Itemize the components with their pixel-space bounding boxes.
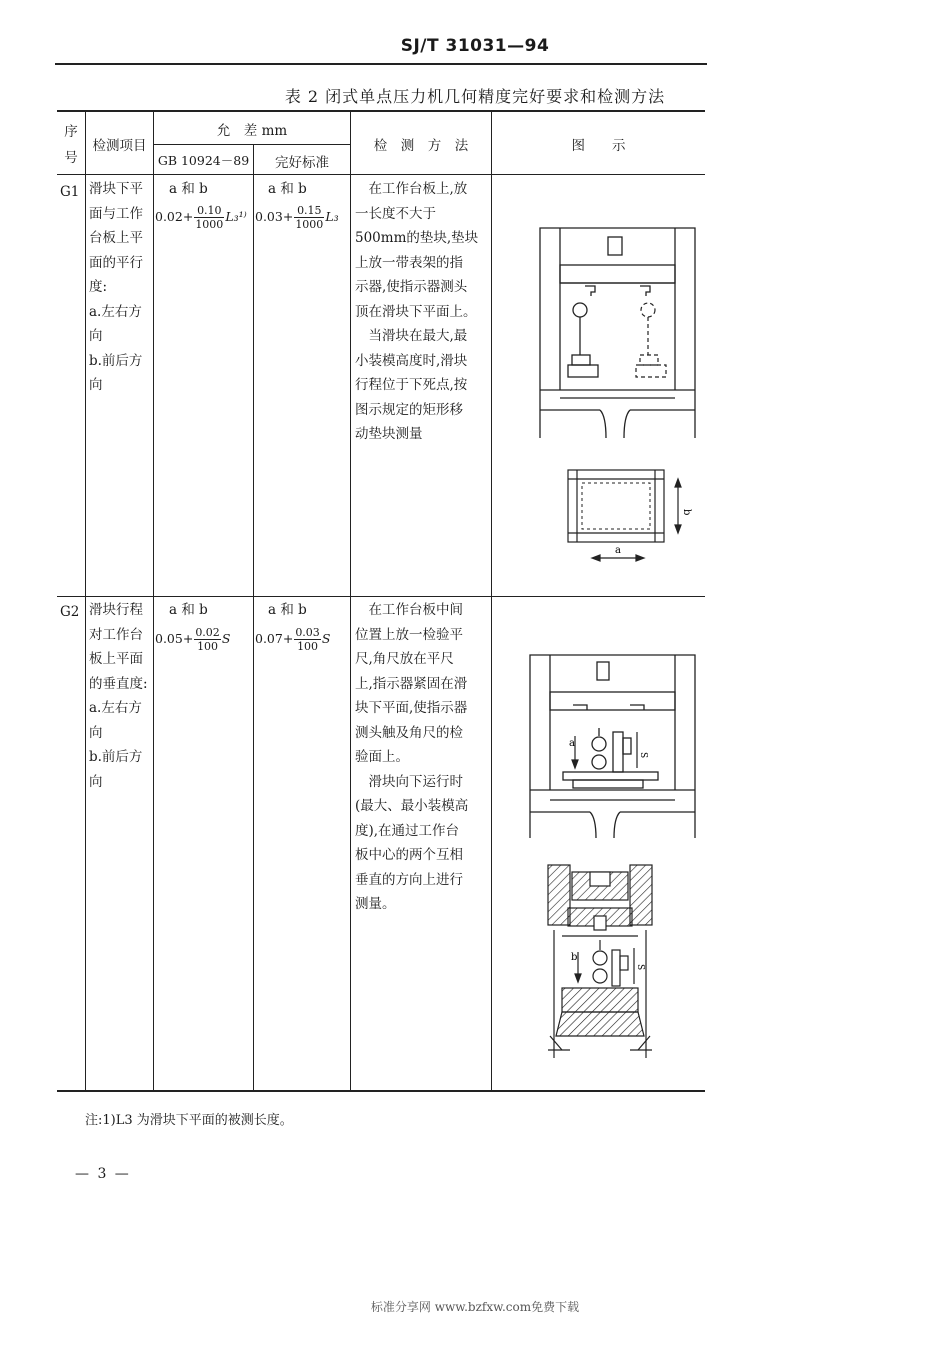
row-g1-std-label: a 和 b [268,181,307,197]
header-standard: 完好标准 [275,155,329,171]
row-g2-gb-label: a 和 b [169,602,208,618]
method-line: 尺,角尺放在平尺 [355,651,454,667]
item-line: 板上平面 [89,651,143,667]
formula-variable: L₃¹⁾ [225,209,247,224]
formula-constant: 0.03+ [255,209,294,224]
method-line: 当滑块在最大,最 [355,328,468,344]
g2-bottom-label-b: b [571,952,578,963]
item-line: 向 [89,724,103,741]
row-g1-item [89,177,151,398]
row-g1-method [355,177,487,447]
row-g2-item [89,598,151,794]
fraction-denominator: 1000 [195,218,224,231]
item-line: 向 [89,773,103,790]
row-g2-std-formula [255,626,330,653]
formula-constant: 0.02+ [155,209,194,224]
item-line: a.左右方 [89,700,142,716]
item-line: a.左右方 [89,303,142,320]
method-line: 小装模高度时,滑块 [355,352,468,369]
method-line: 测量。 [355,896,396,912]
g2-bottom-label-s: S [635,964,645,971]
header-figure: 图 示 [571,138,626,154]
item-line: 滑块下平 [89,181,143,197]
method-line: 垂直的方向上进行 [355,871,463,888]
formula-fraction [194,626,221,653]
method-line: 动垫块测量 [355,426,423,442]
item-line: 台板上平 [89,230,143,246]
header-gb: GB 10924－89 [157,153,250,168]
item-line: 面与工作 [89,205,143,222]
fraction-denominator: 100 [297,640,319,653]
method-line: 上,指示器紧固在滑 [355,675,468,692]
item-line: b.前后方 [89,749,143,765]
item-line: 向 [89,328,103,344]
method-line: 块下平面,使指示器 [355,700,468,716]
row-g1-no: G1 [60,184,80,200]
watermark-text: 标准分享网 www.bzfxw.com免费下载 [370,1300,580,1314]
method-line: 500mm的垫块,垫块 [355,230,479,246]
header-method: 检 测 方 法 [373,138,469,154]
method-line: 测头触及角尺的检 [355,724,463,741]
g2-section-diagram [540,860,670,1060]
header-no-top: 序 [64,124,78,140]
page-number: — 3 — [75,1166,131,1182]
method-line: 图示规定的矩形移 [355,401,463,418]
item-line: 的垂直度: [89,675,148,692]
item-line: 向 [89,377,103,393]
method-line: 上放一带表架的指 [355,254,463,271]
item-line: 面的平行 [89,254,143,271]
method-line: 行程位于下死点,按 [355,377,468,393]
table-title: 表 2 闭式单点压力机几何精度完好要求和检测方法 [284,87,666,106]
fraction-denominator: 1000 [295,218,324,231]
method-line: 在工作台板上,放 [355,181,468,197]
formula-variable: S [221,631,231,646]
method-line: 滑块向下运行时 [355,773,463,790]
item-line: 度: [89,279,108,295]
method-line: 位置上放一检验平 [355,626,463,643]
g1-label-b: b [681,509,692,516]
row-g2-no: G2 [60,604,80,620]
row-g2-gb-formula [155,626,230,653]
formula-constant: 0.05+ [155,631,194,646]
g2-top-label-s: S [638,752,648,759]
header-rule [55,63,707,65]
row-g2-std-label: a 和 b [268,602,307,618]
row-g1-gb-formula [155,204,247,231]
row-g2-method [355,598,487,917]
fraction-denominator: 100 [197,640,219,653]
header-no-bottom: 号 [64,150,78,166]
header-item: 检测项目 [92,138,147,154]
method-line: 度),在通过工作台 [355,822,460,839]
formula-variable: L₃ [325,209,339,224]
document-code: SJ/T 31031—94 [400,36,550,56]
method-line: 在工作台板中间 [355,602,463,618]
item-line: 对工作台 [89,626,143,643]
formula-fraction [294,204,324,231]
row-g1-gb-label: a 和 b [169,181,208,197]
fraction-numerator: 0.02 [195,626,220,639]
formula-fraction [294,626,321,653]
g1-label-a: a [615,545,621,556]
fraction-numerator: 0.15 [294,204,324,218]
header-tolerance: 允 差 mm [216,123,288,139]
method-line: (最大、最小装模高 [355,798,469,814]
method-line: 板中心的两个互相 [355,847,463,863]
method-line: 顶在滑块下平面上。 [355,303,477,320]
g2-press-diagram [525,640,700,840]
g2-top-label-a: a [569,738,575,749]
table-footnote: 注:1)L3 为滑块下平面的被测长度。 [85,1113,293,1128]
formula-fraction [194,204,224,231]
method-line: 一长度不大于 [355,205,436,222]
method-line: 验面上。 [355,749,409,765]
formula-constant: 0.07+ [255,631,294,646]
item-line: b.前后方 [89,352,143,369]
method-line: 示器,使指示器测头 [355,279,468,295]
row-g1-std-formula [255,204,339,231]
g1-measurement-path-diagram [560,465,690,570]
formula-variable: S [321,631,331,646]
item-line: 滑块行程 [89,602,143,618]
g1-press-diagram [530,220,700,440]
fraction-numerator: 0.10 [194,204,224,218]
fraction-numerator: 0.03 [295,626,320,639]
